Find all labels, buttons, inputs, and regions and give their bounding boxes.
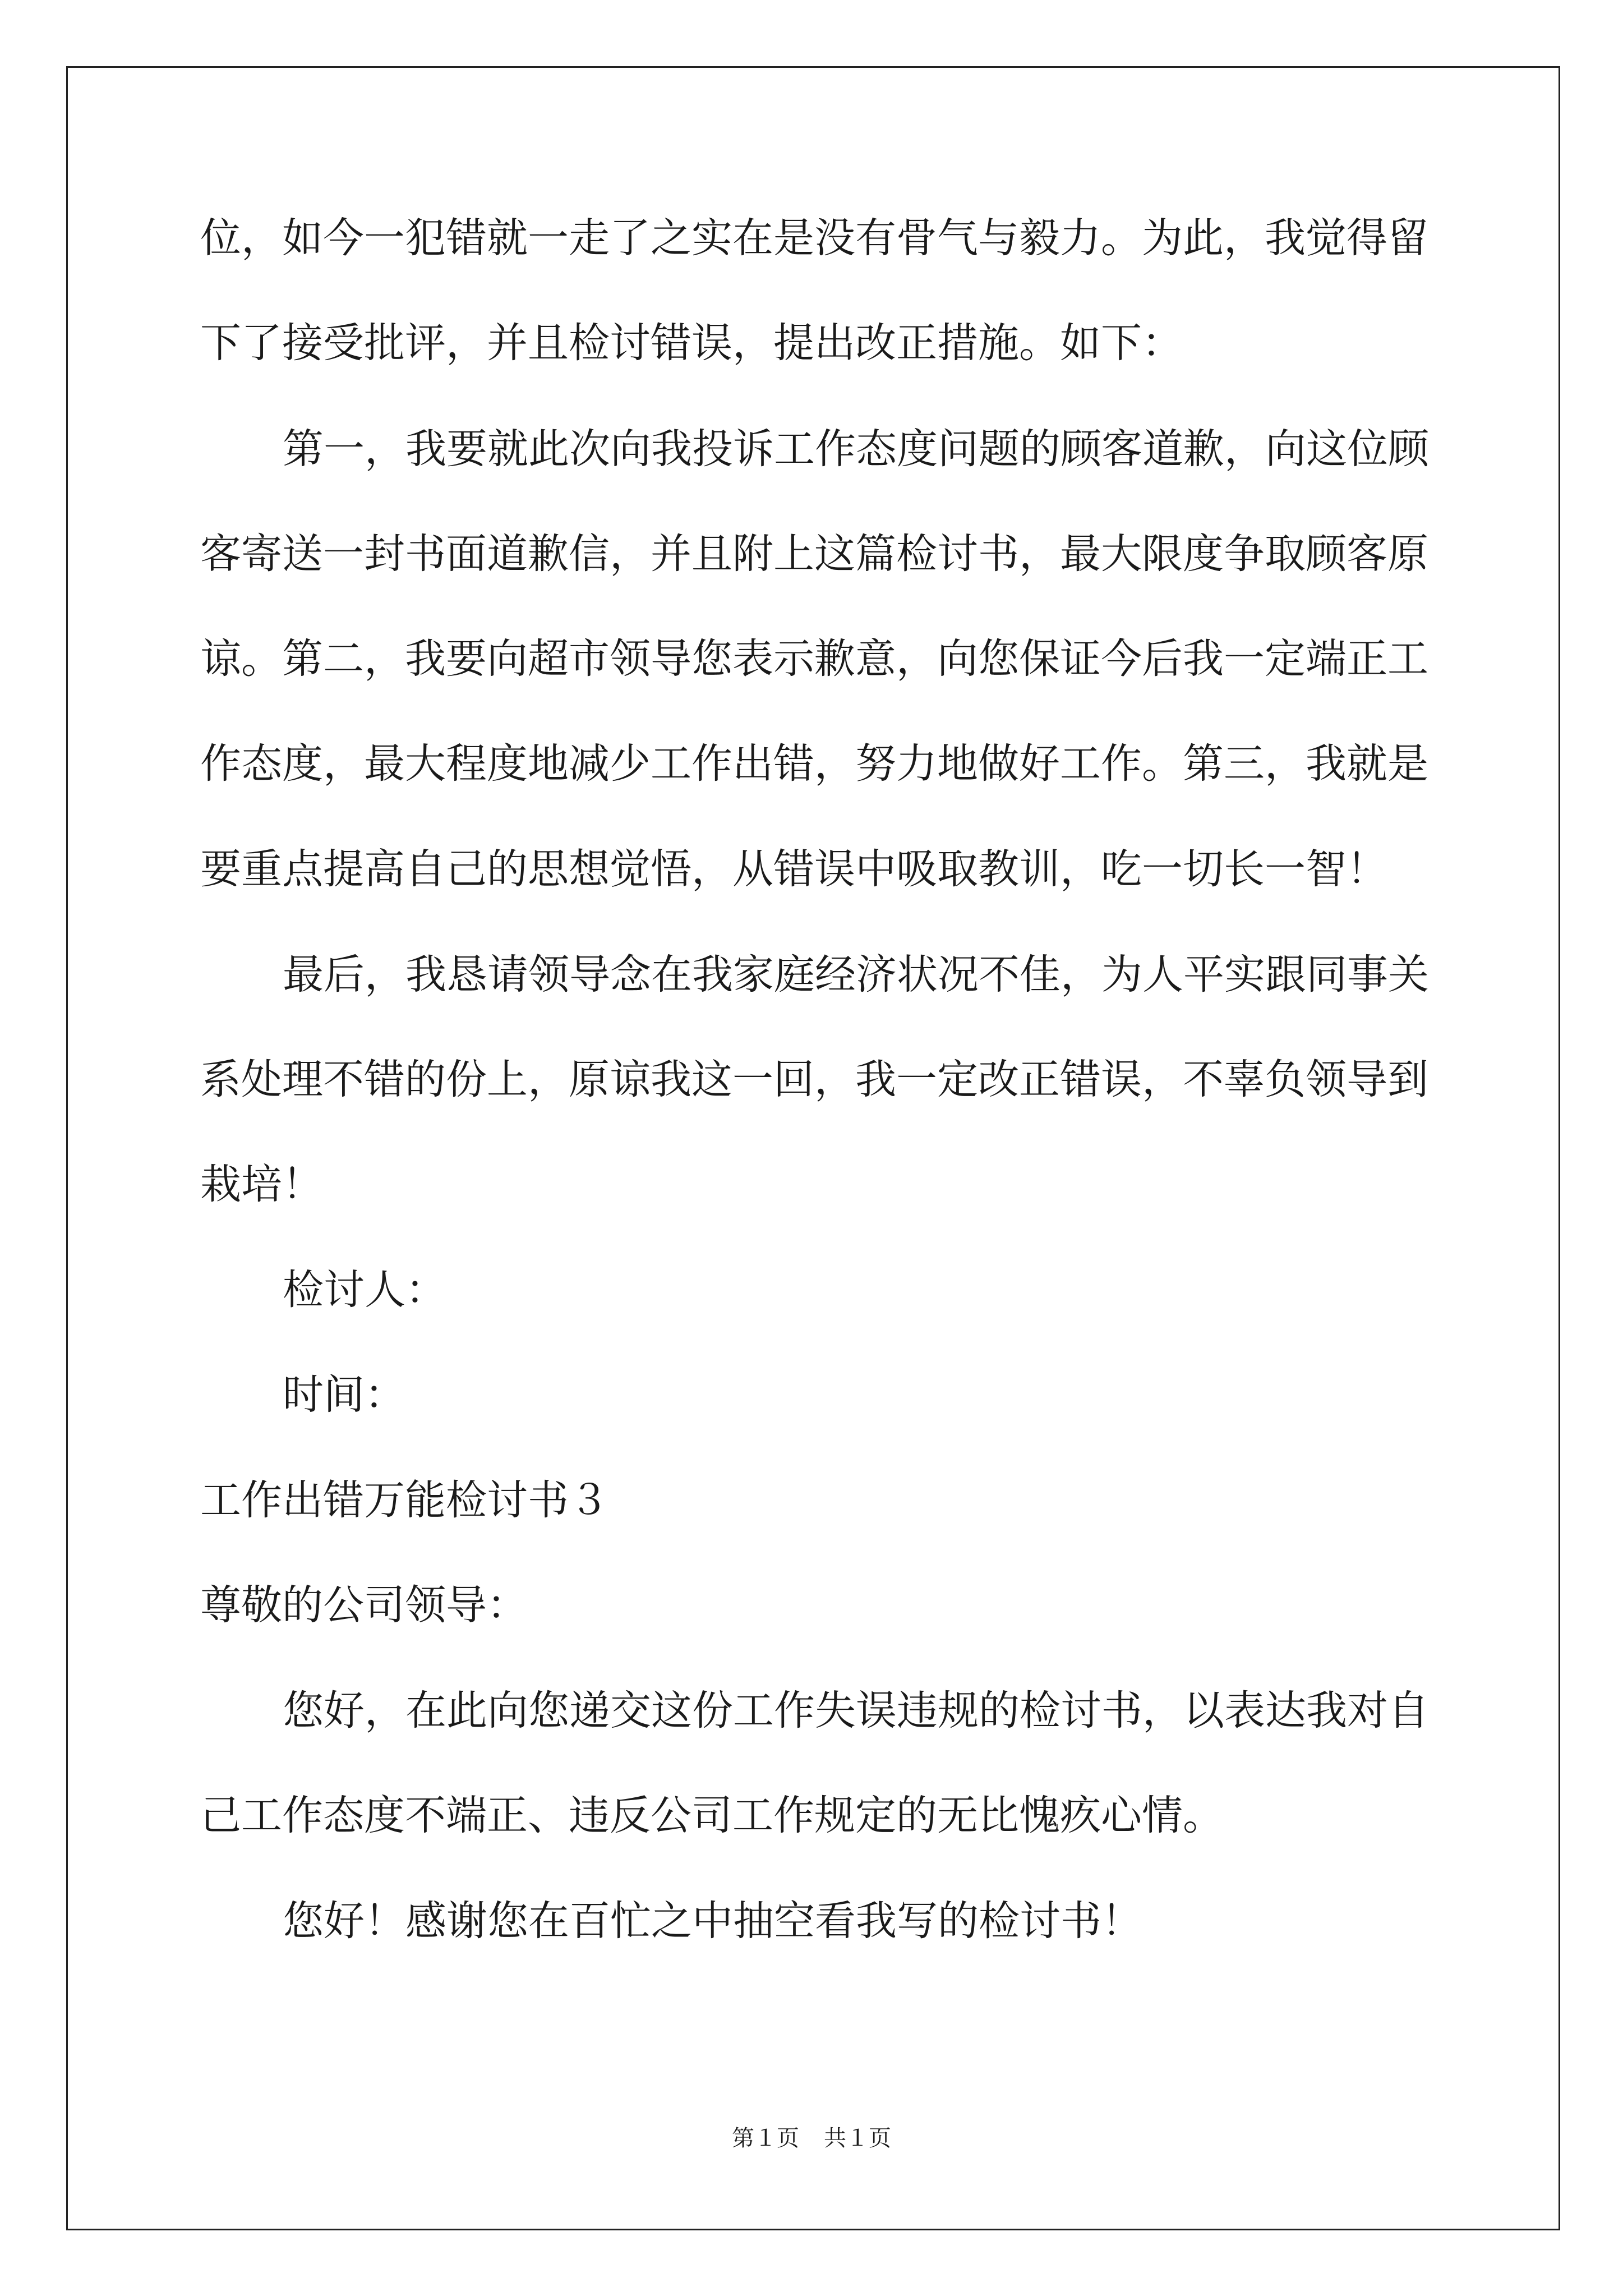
paragraph-line: 己工作态度不端正、违反公司工作规定的无比愧疚心情。: [200, 1792, 1224, 1839]
paragraph-line: 谅。第二，我要向超市领导您表示歉意，向您保证今后我一定端正工: [200, 635, 1428, 683]
salutation: 尊敬的公司领导：: [200, 1581, 528, 1629]
page-number-current: 第１页: [732, 2125, 799, 2151]
paragraph-line: 最后，我恳请领导念在我家庭经济状况不佳，为人平实跟同事关: [283, 951, 1429, 999]
paragraph-line: 第一，我要就此次向我投诉工作态度问题的顾客道歉，向这位顾: [283, 425, 1429, 473]
paragraph-line: 系处理不错的份上，原谅我这一回，我一定改正错误，不辜负领导到: [200, 1056, 1428, 1103]
paragraph-line: 位，如今一犯错就一走了之实在是没有骨气与毅力。为此，我觉得留: [200, 214, 1428, 262]
date-label: 时间：: [283, 1371, 405, 1419]
section-title: 工作出错万能检讨书３: [200, 1476, 610, 1524]
paragraph-line: 作态度，最大程度地减少工作出错，努力地做好工作。第三，我就是: [200, 740, 1428, 788]
page-number-total: 共１页: [824, 2125, 891, 2151]
paragraph-line: 栽培！: [200, 1161, 323, 1208]
paragraph-line: 您好，在此向您递交这份工作失误违规的检讨书，以表达我对自: [283, 1687, 1429, 1734]
page-footer: [0, 2120, 1623, 2152]
paragraph-line: 要重点提高自己的思想觉悟，从错误中吸取教训，吃一切长一智！: [200, 845, 1387, 893]
paragraph-line: 您好！感谢您在百忙之中抽空看我写的检讨书！: [283, 1897, 1142, 1945]
paragraph-line: 客寄送一封书面道歉信，并且附上这篇检讨书，最大限度争取顾客原: [200, 530, 1428, 578]
paragraph-line: 下了接受批评，并且检讨错误，提出改正措施。如下：: [200, 319, 1183, 367]
signature-label: 检讨人：: [283, 1266, 446, 1314]
